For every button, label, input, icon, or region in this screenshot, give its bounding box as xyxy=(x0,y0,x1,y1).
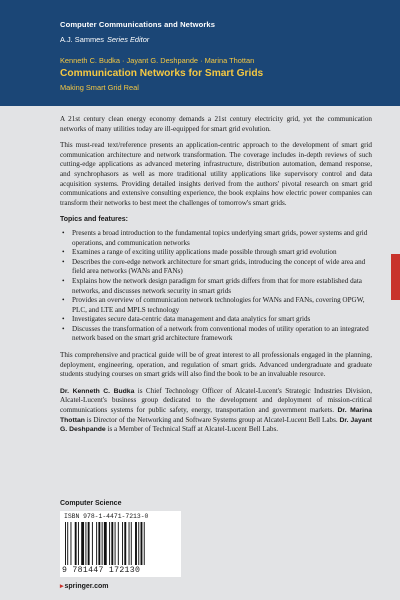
editor-role: Series Editor xyxy=(106,35,150,44)
book-subtitle: Making Smart Grid Real xyxy=(60,83,139,92)
topics-list xyxy=(60,229,372,344)
cover-header xyxy=(0,0,400,106)
bio-budka-name: Dr. Kenneth C. Budka xyxy=(60,387,135,395)
back-cover-text xyxy=(60,115,372,442)
bullet-icon: • xyxy=(62,296,65,305)
barcode-panel xyxy=(60,511,181,577)
bio-deshpande-name: Dr. Jayant G. Deshpande xyxy=(60,416,372,434)
list-item: • Presents a broad introduction to the fundamental topics underlying smart grids, power systems and grid operations, and communication networks xyxy=(62,228,368,247)
bullet-icon: • xyxy=(62,228,65,237)
book-authors: Kenneth C. Budka · Jayant G. Deshpande · Marina Thottan xyxy=(60,56,255,65)
list-item: • Describes the core-edge network architecture for smart grids, introducing the concept of wide area and field area networks (WANs and FANs) xyxy=(62,257,366,276)
website-link[interactable]: ▸springer.com xyxy=(60,583,109,590)
bullet-icon: • xyxy=(62,315,65,324)
list-item: • Examines a range of exciting utility applications made possible through smart grid evolution xyxy=(62,248,337,257)
bio-deshpande-text: is a Member of Technical Staff at Alcatel-Lucent Bell Labs. xyxy=(105,425,279,434)
list-item: • Provides an overview of communication network technologies for WANs and FANs, covering OPGW, PLC, and LTE and MPLS technology xyxy=(62,296,365,314)
audience-paragraph: This comprehensive and practical guide will be of great interest to all professionals engaged in the planning, deployment, engineering, operation, and regulation of smart grids. Advanced undergraduate and graduate students studying courses on smart grids will also find the book to be an invaluable resource. xyxy=(60,351,372,379)
editor-name: A.J. Sammes xyxy=(60,35,104,44)
bullet-icon: • xyxy=(62,324,65,333)
series-name: Computer Communications and Networks xyxy=(60,20,216,29)
description-paragraph: This must-read text/reference presents an application-centric approach to the development of smart grid communication architecture and network transformation. The coverage includes in-depth reviews of such cutting-edge applications as advanced metering infrastructure, distribution automation, demand response, and synchrophasors as well as more traditional utility applications like supervisory control and data acquisition systems. Providing detailed insights derived from the authors' pivotal research on smart grid communications and extensive consulting experience, the book explains how electric power companies can transform their networks to best meet the challenges of tomorrow's smart grids. xyxy=(60,141,372,207)
intro-paragraph: A 21st century clean energy economy demands a 21st century electricity grid, yet the communication networks of many utilities today are ill-equipped for smart grid evolution. xyxy=(60,115,372,133)
subject-category: Computer Science xyxy=(60,500,122,507)
list-item: • Investigates secure data-centric data management and data analytics for smart grids xyxy=(62,315,311,324)
list-item: • Explains how the network design paradigm for smart grids differs from that for more established data networks, and discusses network security in smart grids xyxy=(62,276,362,295)
bullet-icon: • xyxy=(62,248,65,257)
bullet-icon: • xyxy=(62,276,65,285)
ean-number: 9 781447 172130 xyxy=(62,566,141,575)
book-title: Communication Networks for Smart Grids xyxy=(60,68,264,79)
bullet-icon: • xyxy=(62,257,65,266)
barcode-icon xyxy=(64,522,177,565)
bio-thottan-name: Dr. Marina Thottan xyxy=(60,407,372,424)
author-bios xyxy=(60,387,372,435)
topics-heading: Topics and features: xyxy=(60,216,128,224)
bio-budka-text: is Chief Technology Officer of Alcatel-Lucent's Strategic Industries Division, Alcatel-Lucent's business group dedicated to the development and deployment of mission-critical communications systems for public safety, energy, transportation and government markets. xyxy=(60,386,372,415)
arrow-icon: ▸ xyxy=(60,583,64,590)
red-side-tab xyxy=(391,254,400,300)
list-item: • Discusses the transformation of a network from conventional modes of utility operation to an integrated network based on the smart grid architecture framework xyxy=(62,324,369,343)
bio-thottan-text: is Director of the Networking and Software Systems group at Alcatel-Lucent Bell Labs. xyxy=(84,415,340,424)
series-editor xyxy=(60,35,149,44)
isbn-label: ISBN 978-1-4471-7213-0 xyxy=(64,513,149,520)
